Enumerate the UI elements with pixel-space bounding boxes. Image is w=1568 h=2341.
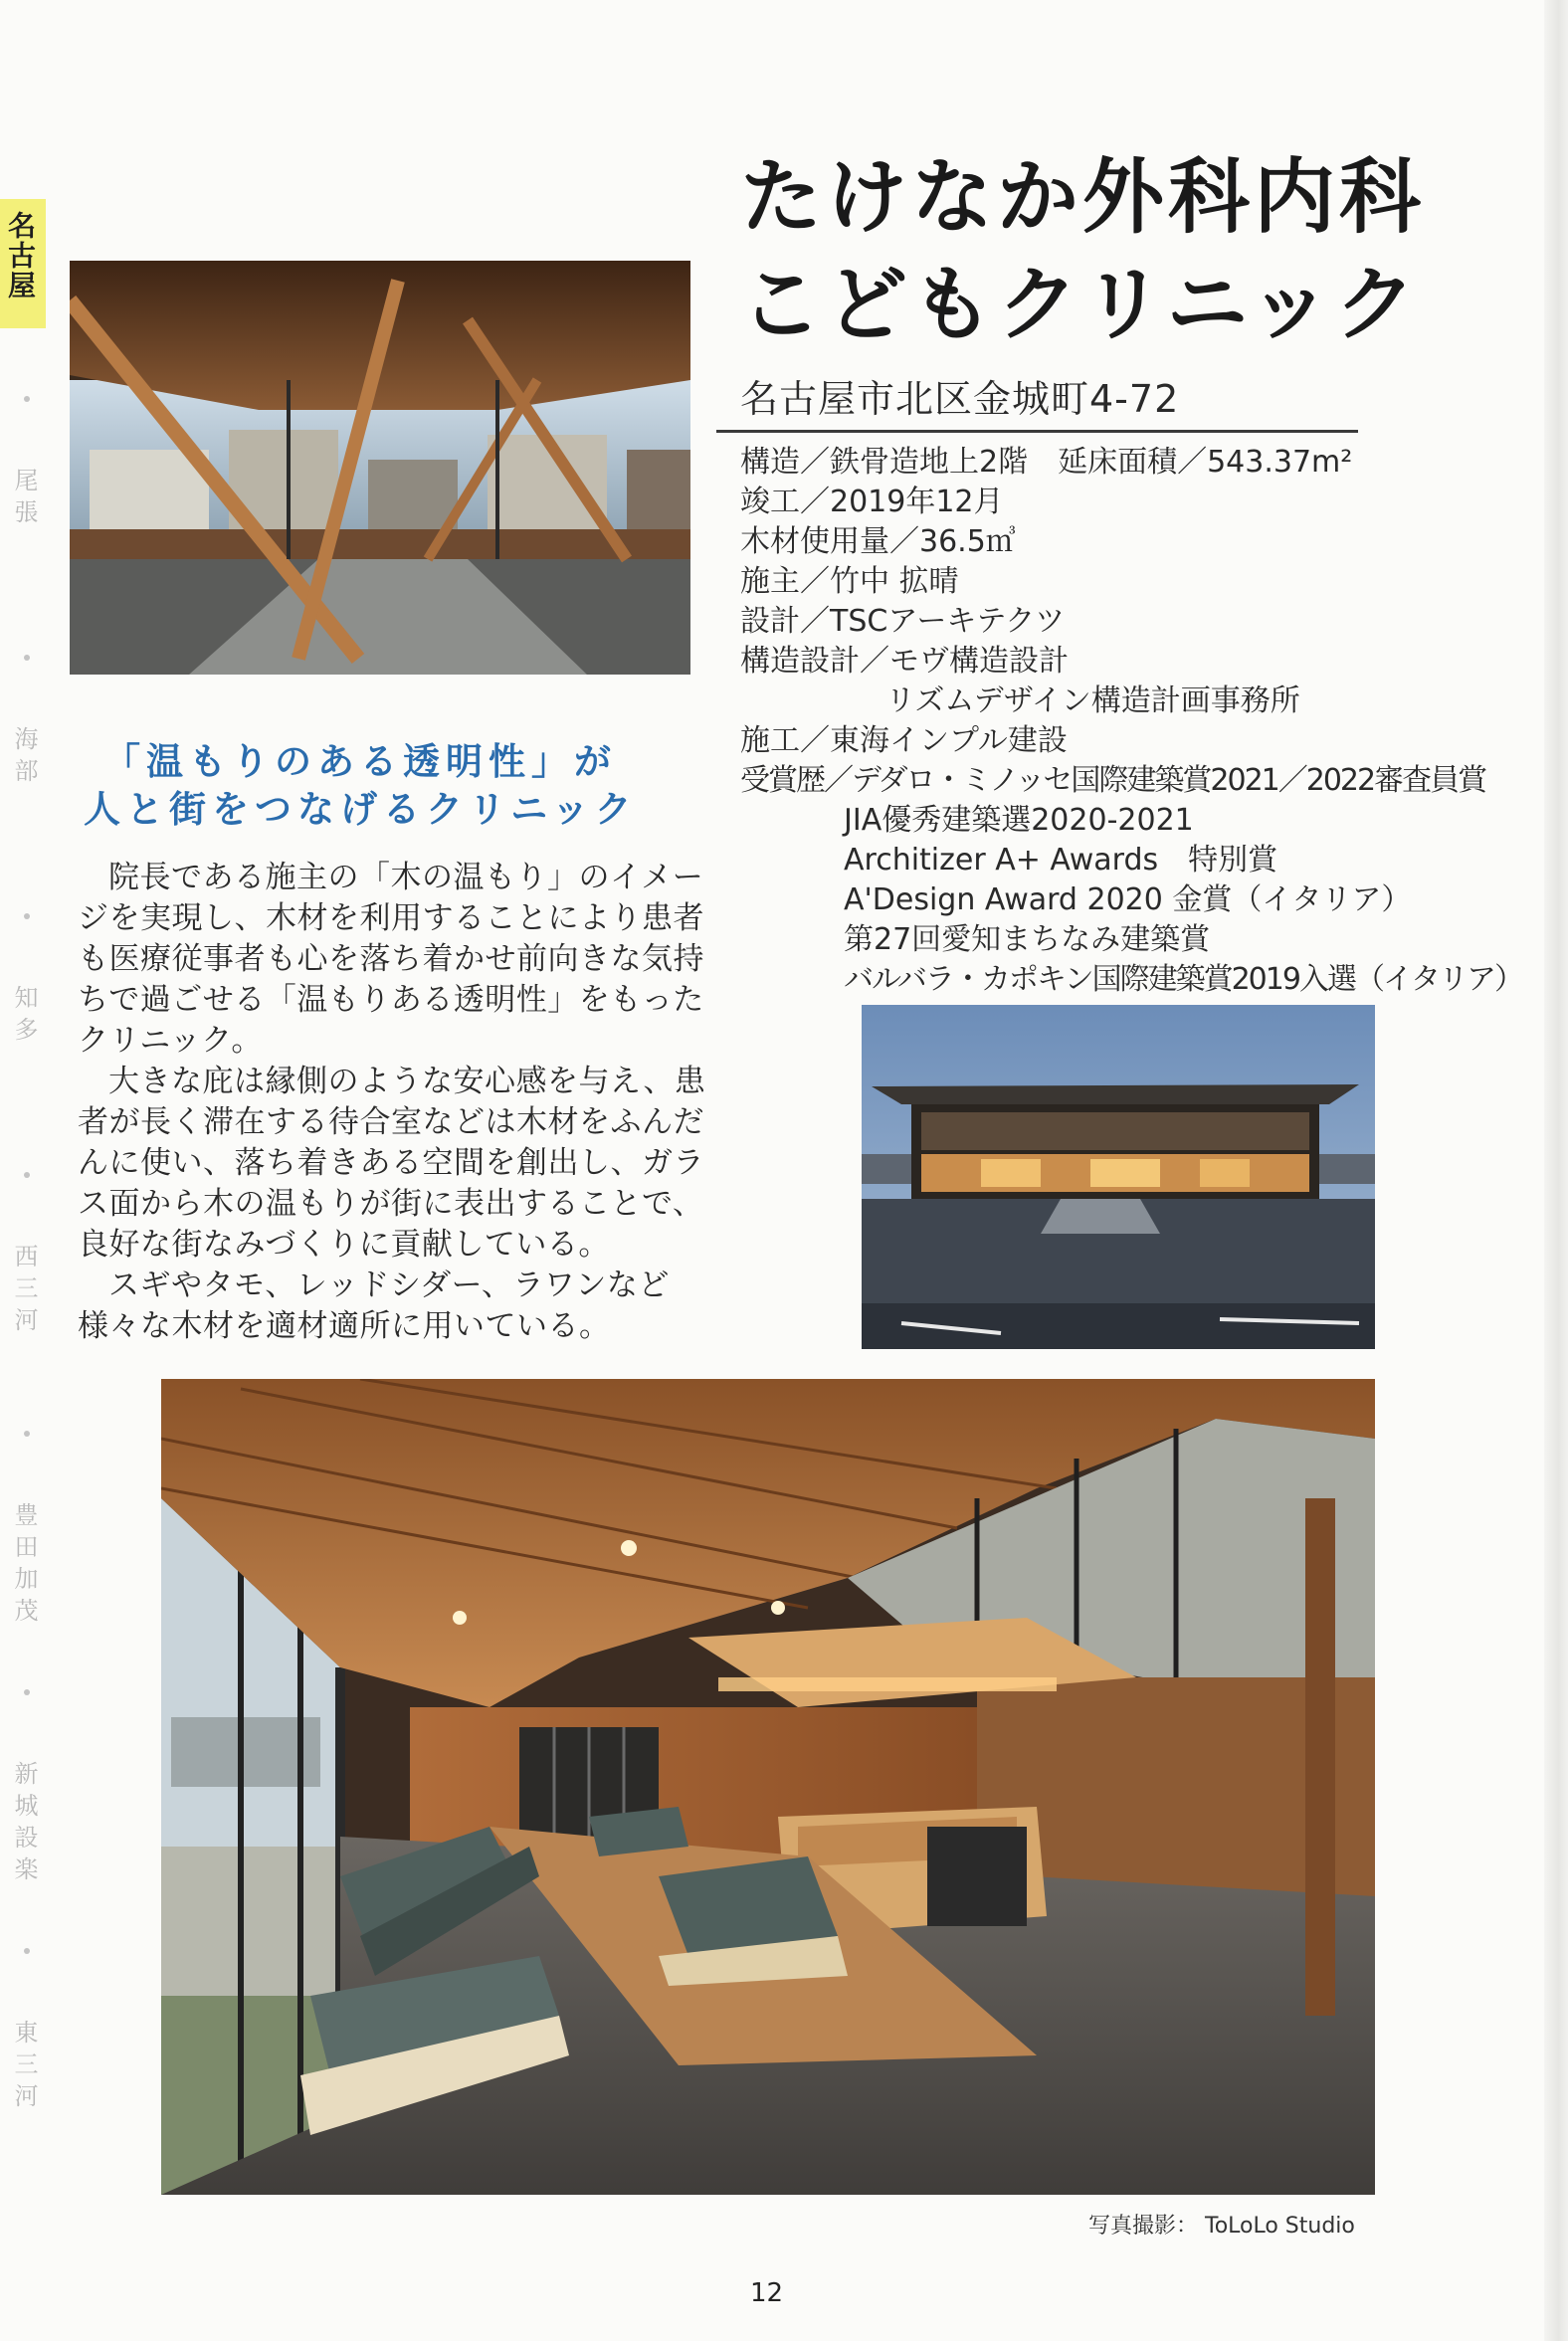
award-item: JIA優秀建築選2020-2021 xyxy=(844,803,1194,838)
article-title xyxy=(740,144,1457,359)
spec-wood-volume: 木材使用量／36.5㎥ xyxy=(740,524,1016,559)
region-higashimikawa: 東三河 xyxy=(10,2020,38,2115)
divider-dot xyxy=(24,1689,30,1695)
spec-awards-label: 受賞歴／デダロ・ミノッセ国際建築賞2021／2022審査員賞 xyxy=(740,763,1486,798)
region-toyotakamo: 豊田加茂 xyxy=(10,1502,38,1630)
region-active-label: 名古屋 xyxy=(4,211,37,300)
region-nishimikawa: 西三河 xyxy=(10,1244,38,1339)
spec-structural-design-2: リズムデザイン構造計画事務所 xyxy=(885,683,1300,718)
spec-structure: 構造／鉄骨造地上2階 延床面積／543.37m² xyxy=(740,445,1353,480)
article-body xyxy=(78,858,714,1347)
spec-owner: 施主／竹中 拡晴 xyxy=(740,564,959,599)
region-shinshiroshitara: 新城設楽 xyxy=(10,1761,38,1888)
body-paragraph-2: 大きな庇は縁側のような安心感を与え、患者が長く滞在する待合室などは木材をふんだんに使い、落ち着きある空間を創出し、ガラス面から木の温もりが街に表出することで、良好な街なみづくりに貢献している。 xyxy=(78,1064,706,1263)
headline-line-2: 人と街をつなげるクリニック xyxy=(84,788,638,831)
region-chita: 知多 xyxy=(10,985,38,1049)
building-specs xyxy=(740,443,1522,1000)
divider-dot xyxy=(24,913,30,919)
title-line-1: たけなか外科内科 xyxy=(740,150,1426,245)
address-rule xyxy=(716,430,1358,433)
region-index xyxy=(0,199,50,2139)
headline-line-1: 「温もりのある透明性」が xyxy=(103,740,617,783)
photo-upper-floor-interior xyxy=(70,261,690,675)
spec-design: 設計／TSCアーキテクツ xyxy=(740,604,1066,639)
page-edge xyxy=(1544,0,1568,2341)
photo-waiting-room xyxy=(161,1379,1375,2195)
divider-dot xyxy=(24,1172,30,1178)
title-line-2: こどもクリニック xyxy=(740,258,1421,352)
spec-completion: 竣工／2019年12月 xyxy=(740,485,1004,519)
photo-exterior-dusk xyxy=(862,1005,1375,1349)
page-number: 12 xyxy=(750,2278,784,2308)
region-owari: 尾張 xyxy=(10,468,38,531)
award-item: Architizer A+ Awards 特別賞 xyxy=(844,843,1278,878)
clinic-address: 名古屋市北区金城町4-72 xyxy=(740,377,1180,421)
spec-structural-design: 構造設計／モヴ構造設計 xyxy=(740,644,1069,679)
body-paragraph-1: 院長である施主の「木の温もり」のイメージを実現し、木材を利用することにより患者も医療従事者も心を落ち着かせ前向きな気持ちで過ごせる「温もりある透明性」をもったクリニック。 xyxy=(78,860,704,1059)
award-item: A'Design Award 2020 金賞（イタリア） xyxy=(844,882,1412,917)
spec-construction: 施工／東海インプル建設 xyxy=(740,723,1068,758)
divider-dot xyxy=(24,1948,30,1954)
divider-dot xyxy=(24,1431,30,1437)
article-headline xyxy=(84,738,700,834)
body-paragraph-3: スギやタモ、レッドシダー、ラワンなど様々な木材を適材適所に用いている。 xyxy=(78,1268,670,1344)
divider-dot xyxy=(24,655,30,661)
region-ama: 海部 xyxy=(10,726,38,790)
divider-dot xyxy=(24,396,30,402)
photo-credit: 写真撮影： ToLoLo Studio xyxy=(1088,2214,1355,2239)
region-tab-active xyxy=(0,199,46,328)
award-item: 第27回愛知まちなみ建築賞 xyxy=(844,922,1211,957)
award-item: バルバラ・カポキン国際建築賞2019入選（イタリア） xyxy=(844,962,1522,997)
